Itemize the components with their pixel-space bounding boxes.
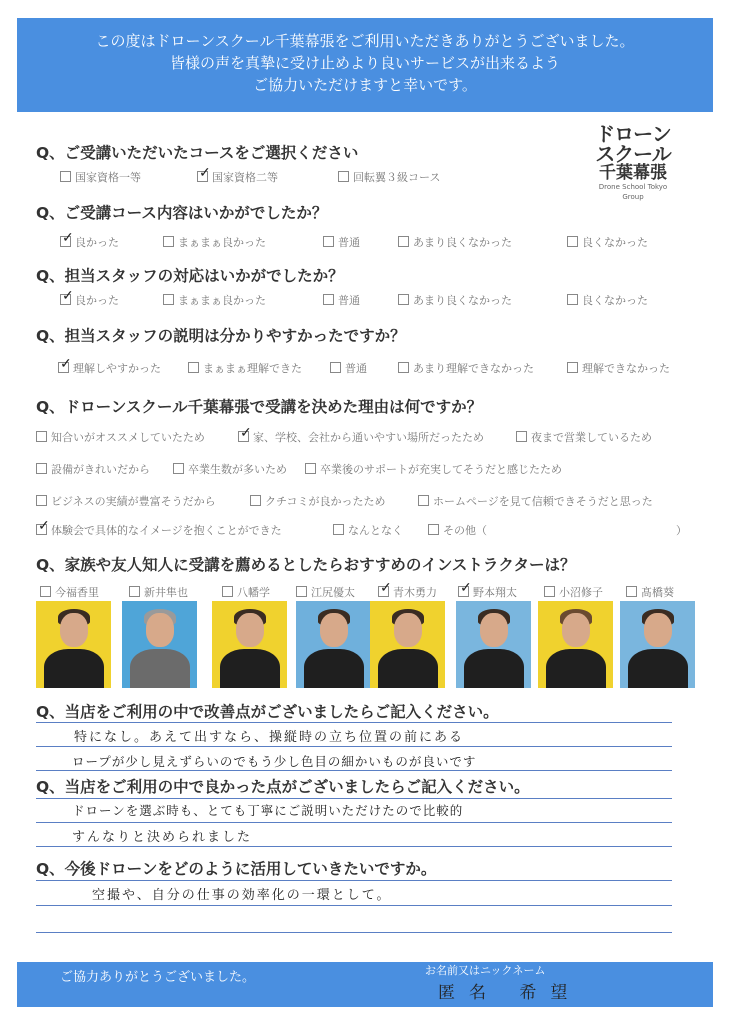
checkbox[interactable]: [428, 524, 439, 535]
answer-line: [36, 746, 672, 747]
footer-thanks: ご協力ありがとうございました。: [60, 970, 256, 985]
header-line-2: 皆様の声を真摯に受け止めより良いサービスが出来るよう: [169, 54, 560, 72]
checkbox[interactable]: [36, 463, 47, 474]
instructor-photo: [212, 601, 287, 688]
checkbox[interactable]: [567, 362, 578, 373]
q5-option-6[interactable]: ビジネスの実績が豊富そうだから: [36, 493, 216, 509]
q3-option-0[interactable]: ✓ 良かった: [62, 288, 119, 307]
checkbox[interactable]: [163, 236, 174, 247]
checkbox[interactable]: [323, 294, 334, 305]
q4-option-3[interactable]: あまり理解できなかった: [398, 360, 534, 376]
checkbox[interactable]: [188, 362, 199, 373]
q7-answer-line-1: 特になし。あえて出すなら、操縦時の立ち位置の前にある: [74, 730, 465, 745]
q6-instructor-4[interactable]: ✓ 青木勇力: [380, 580, 437, 599]
q6-instructor-1[interactable]: 新井隼也: [129, 584, 188, 600]
instructor-photo: [122, 601, 197, 688]
checkbox[interactable]: [516, 431, 527, 442]
q5-option-4[interactable]: 卒業生数が多いため: [173, 461, 287, 477]
q1-option-2[interactable]: 回転翼３級コース: [338, 169, 440, 185]
checkbox[interactable]: [173, 463, 184, 474]
checkbox[interactable]: [129, 586, 140, 597]
q1-option-0[interactable]: 国家資格一等: [60, 169, 141, 185]
checkbox[interactable]: [323, 236, 334, 247]
logo-line-3: 千葉幕張: [599, 163, 667, 183]
checkbox[interactable]: [197, 165, 211, 182]
checkbox[interactable]: [36, 518, 50, 535]
q9-answer-line-1: 空撮や、自分の仕事の効率化の一環として。: [92, 888, 392, 903]
q2-option-2[interactable]: 普通: [323, 234, 360, 250]
q6-instructor-5[interactable]: ✓ 野本翔太: [460, 580, 517, 599]
checkbox[interactable]: [296, 586, 307, 597]
q8-answer-line-1: ドローンを選ぶ時も、とても丁寧にご説明いただけたので比較的: [72, 803, 464, 818]
answer-line: [36, 798, 672, 799]
answer-line: [36, 822, 672, 823]
q6-instructor-7[interactable]: 髙橋葵: [626, 584, 674, 600]
q3-option-4[interactable]: 良くなかった: [567, 292, 648, 308]
logo-line-2: スクール: [595, 142, 671, 166]
checkbox[interactable]: [567, 294, 578, 305]
instructor-photo: [370, 601, 445, 688]
q1-text: Q、ご受講いただいたコースをご選択ください: [36, 144, 359, 162]
q5-option-10[interactable]: なんとなく: [333, 522, 403, 538]
q6-instructor-3[interactable]: 江尻優太: [296, 584, 355, 600]
q4-option-1[interactable]: まぁまぁ理解できた: [188, 360, 302, 376]
q5-other-close: ）: [676, 524, 687, 537]
check-mark-icon: ✓: [62, 288, 74, 304]
logo-line-4: Drone School Tokyo Group: [598, 183, 668, 201]
q4-option-0[interactable]: ✓ 理解しやすかった: [60, 356, 161, 375]
checkbox[interactable]: [398, 362, 409, 373]
answer-line: [36, 880, 672, 881]
checkbox[interactable]: [418, 495, 429, 506]
q5-option-0[interactable]: 知合いがオススメしていたため: [36, 429, 205, 445]
q4-text: Q、担当スタッフの説明は分かりやすかったですか？: [36, 327, 406, 345]
answer-line: [36, 846, 672, 847]
q9-text: Q、今後ドローンをどのように活用していきたいですか。: [36, 860, 437, 878]
q4-option-4[interactable]: 理解できなかった: [567, 360, 670, 376]
checkbox[interactable]: [330, 362, 341, 373]
checkbox[interactable]: [305, 463, 316, 474]
check-mark-icon: ✓: [62, 230, 74, 246]
q7-answer-line-2: ロープが少し見えずらいのでもう少し色目の細かいものが良いです: [72, 754, 477, 769]
q8-text: Q、当店をご利用の中で良かった点がございましたらご記入ください。: [36, 778, 530, 796]
q2-option-1[interactable]: まぁまぁ良かった: [163, 234, 266, 250]
answer-line: [36, 905, 672, 906]
name-value: 匿名 希望: [438, 983, 582, 1003]
q2-option-4[interactable]: 良くなかった: [567, 234, 648, 250]
checkbox[interactable]: [60, 171, 71, 182]
q6-text: Q、家族や友人知人に受講を薦めるとしたらおすすめのインストラクターは？: [36, 556, 576, 574]
checkbox[interactable]: [36, 495, 47, 506]
checkbox[interactable]: [458, 580, 472, 597]
q3-option-3[interactable]: あまり良くなかった: [398, 292, 512, 308]
answer-line: [36, 722, 672, 723]
q5-option-11[interactable]: その他（: [428, 522, 487, 538]
instructor-photo: [456, 601, 531, 688]
q4-option-2[interactable]: 普通: [330, 360, 367, 376]
check-mark-icon: ✓: [380, 580, 392, 596]
q5-text: Q、ドローンスクール千葉幕張で受講を決めた理由は何ですか？: [36, 398, 483, 416]
q7-text: Q、当店をご利用の中で改善点がございましたらご記入ください。: [36, 703, 499, 721]
check-mark-icon: ✓: [460, 580, 472, 596]
q5-option-9[interactable]: ✓ 体験会で具体的なイメージを抱くことができた: [38, 518, 282, 537]
instructor-photo: [538, 601, 613, 688]
checkbox[interactable]: [338, 171, 349, 182]
checkbox[interactable]: [398, 236, 409, 247]
checkbox[interactable]: [378, 580, 392, 597]
answer-line: [36, 932, 672, 933]
checkbox[interactable]: [544, 586, 555, 597]
checkbox[interactable]: [58, 356, 72, 373]
q1-option-1[interactable]: ✓ 国家資格二等: [199, 165, 278, 184]
header-line-3: ご協力いただけますと幸いです。: [253, 76, 477, 94]
school-logo: [589, 124, 677, 210]
q8-answer-line-2: すんなりと決められました: [72, 830, 253, 845]
q3-option-1[interactable]: まぁまぁ良かった: [163, 292, 266, 308]
checkbox[interactable]: [163, 294, 174, 305]
checkbox[interactable]: [398, 294, 409, 305]
q6-instructor-6[interactable]: 小沼修子: [544, 584, 603, 600]
q3-text: Q、担当スタッフの対応はいかがでしたか？: [36, 267, 344, 285]
check-mark-icon: ✓: [240, 425, 252, 441]
name-label: お名前又はニックネーム: [425, 964, 546, 977]
q5-option-8[interactable]: ホームページを見て信頼できそうだと思った: [418, 493, 653, 509]
q5-option-7[interactable]: クチコミが良かったため: [250, 493, 386, 509]
checkbox[interactable]: [250, 495, 261, 506]
q5-option-2[interactable]: 夜まで営業しているため: [516, 429, 652, 445]
check-mark-icon: ✓: [199, 165, 211, 181]
checkbox[interactable]: [222, 586, 233, 597]
q5-option-5[interactable]: 卒業後のサポートが充実してそうだと感じたため: [305, 461, 562, 477]
q6-instructor-2[interactable]: 八幡学: [222, 584, 270, 600]
logo-line-1: ドローン: [595, 122, 671, 146]
instructor-photo: [296, 601, 371, 688]
checkbox[interactable]: [626, 586, 637, 597]
checkbox[interactable]: [36, 431, 47, 442]
header-banner: [17, 18, 713, 112]
check-mark-icon: ✓: [38, 518, 50, 534]
checkbox[interactable]: [333, 524, 344, 535]
q5-option-3[interactable]: 設備がきれいだから: [36, 461, 150, 477]
q6-instructor-0[interactable]: 今福香里: [40, 584, 99, 600]
checkbox[interactable]: [238, 425, 252, 442]
q5-option-1[interactable]: ✓ 家、学校、会社から通いやすい場所だったため: [240, 425, 484, 444]
checkbox[interactable]: [60, 288, 74, 305]
checkbox[interactable]: [567, 236, 578, 247]
instructor-photo: [36, 601, 111, 688]
q2-option-3[interactable]: あまり良くなかった: [398, 234, 512, 250]
checkbox[interactable]: [60, 230, 74, 247]
check-mark-icon: ✓: [60, 356, 72, 372]
answer-line: [36, 770, 672, 771]
checkbox[interactable]: [40, 586, 51, 597]
q2-option-0[interactable]: ✓ 良かった: [62, 230, 119, 249]
q2-text: Q、ご受講コース内容はいかがでしたか？: [36, 204, 328, 222]
q3-option-2[interactable]: 普通: [323, 292, 360, 308]
header-line-1: この度はドローンスクール千葉幕張をご利用いただきありがとうございました。: [95, 32, 635, 50]
instructor-photo: [620, 601, 695, 688]
